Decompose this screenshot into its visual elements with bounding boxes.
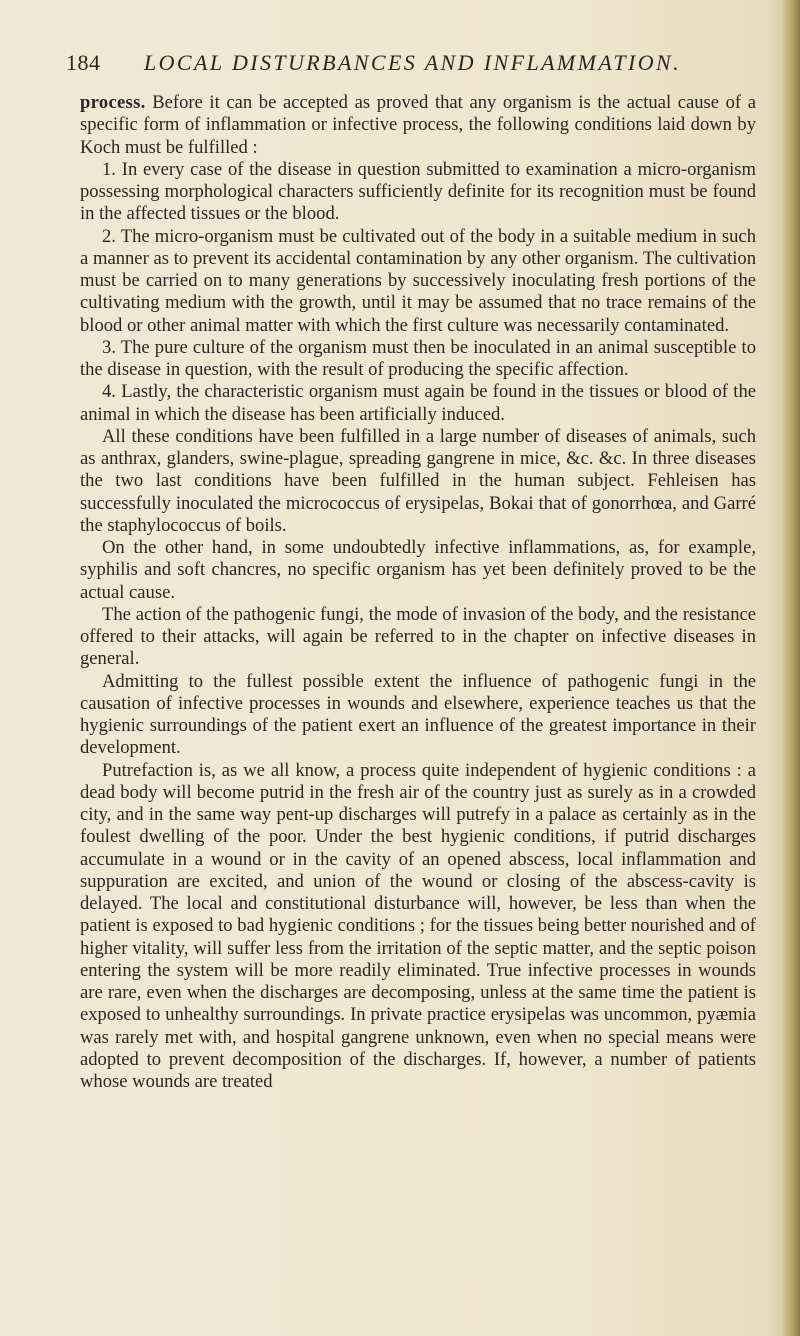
paragraph-putrefaction: Putrefaction is, as we all know, a process quite independent of hygienic conditions : a dead body will become putrid in the fresh air of the country just as surely as in a crowded city, and in the same way pent-up discharges will putrefy in a palace as certainly as in the foulest dwelling of the poor. Under the best hygienic conditions, if putrid discharges accumulate in a wound or in the cavity of an opened abscess, local inflammation and suppuration are excited, and union of the wound or closing of the abscess-cavity is delayed. The local and constitutional disturbance will, however, be less than when the patient is exposed to bad hygienic conditions ; for the tissues being better nourished and of higher vitality, will suffer less from the irritation of the septic matter, and the septic poison entering the system will be more readily eliminated. True infective processes in wounds are rare, even when the discharges are decomposing, unless at the same time the patient is exposed to unhealthy surroundings. In private practice erysipelas was uncommon, pyæmia was rarely met with, and hospital gangrene unknown, even when no special means were adopted to prevent decomposition of the discharges. If, however, a number of patients whose wounds are treated [80, 759, 756, 1092]
intro-paragraph [80, 92, 756, 159]
paragraph-hygienic-surroundings: Admitting to the fullest possible extent the influence of pathogenic fungi in the causation of infective processes in wounds and elsewhere, experience teaches us that the hygienic surroundings of the patient exert an influence of the greatest importance in their development. [80, 670, 756, 759]
condition-1: 1. In every case of the disease in question submitted to examination a micro-organism possessing morphological characters sufficiently definite for its recognition must be found in the affected tissues or the blood. [80, 158, 756, 225]
condition-3: 3. The pure culture of the organism must then be inoculated in an animal susceptible to the disease in question, with the result of producing the specific affection. [80, 336, 756, 380]
running-title: LOCAL DISTURBANCES AND INFLAMMATION. [144, 50, 682, 75]
page-header [66, 50, 756, 84]
intro-lead-word: process. [80, 92, 146, 113]
condition-2: 2. The micro-organism must be cultivated out of the body in a suitable medium in such a manner as to prevent its accidental contamination by any other organism. The cultivation must be carried on to many generations by successively inoculating fresh portions of the cultivating medium with the growth, until it may be assumed that no trace remains of the blood or other animal matter with which the first culture was necessarily contaminated. [80, 225, 756, 336]
condition-4: 4. Lastly, the characteristic organism must again be found in the tissues or blood of the animal in which the disease has been artificially induced. [80, 381, 756, 425]
paragraph-syphilis: On the other hand, in some undoubtedly infective inflammations, as, for example, syphilis and soft chancres, no specific organism has yet been definitely proved to be the actual cause. [80, 537, 756, 603]
paragraph-pathogenic-fungi: The action of the pathogenic fungi, the mode of invasion of the body, and the resistance offered to their attacks, will again be referred to in the chapter on infective diseases in general. [80, 603, 756, 670]
page-edge-shadow [782, 0, 800, 1336]
body-text [80, 92, 756, 1093]
page-number: 184 [66, 50, 101, 75]
intro-text: Before it can be accepted as proved that any organism is the actual cause of a specific form of inflammation or infective process, the following conditions laid down by Koch must be fulfilled : [80, 92, 756, 158]
paragraph-fulfilled-conditions: All these conditions have been fulfilled in a large number of diseases of animals, such as anthrax, glanders, swine-plague, spreading gangrene in mice, &c. &c. In three diseases the two last conditions have been fulfilled in the human subject. Fehleisen has successfully inoculated the micrococcus of erysipelas, Bokai that of gonorrhœa, and Garré the staphylococcus of boils. [80, 425, 756, 536]
